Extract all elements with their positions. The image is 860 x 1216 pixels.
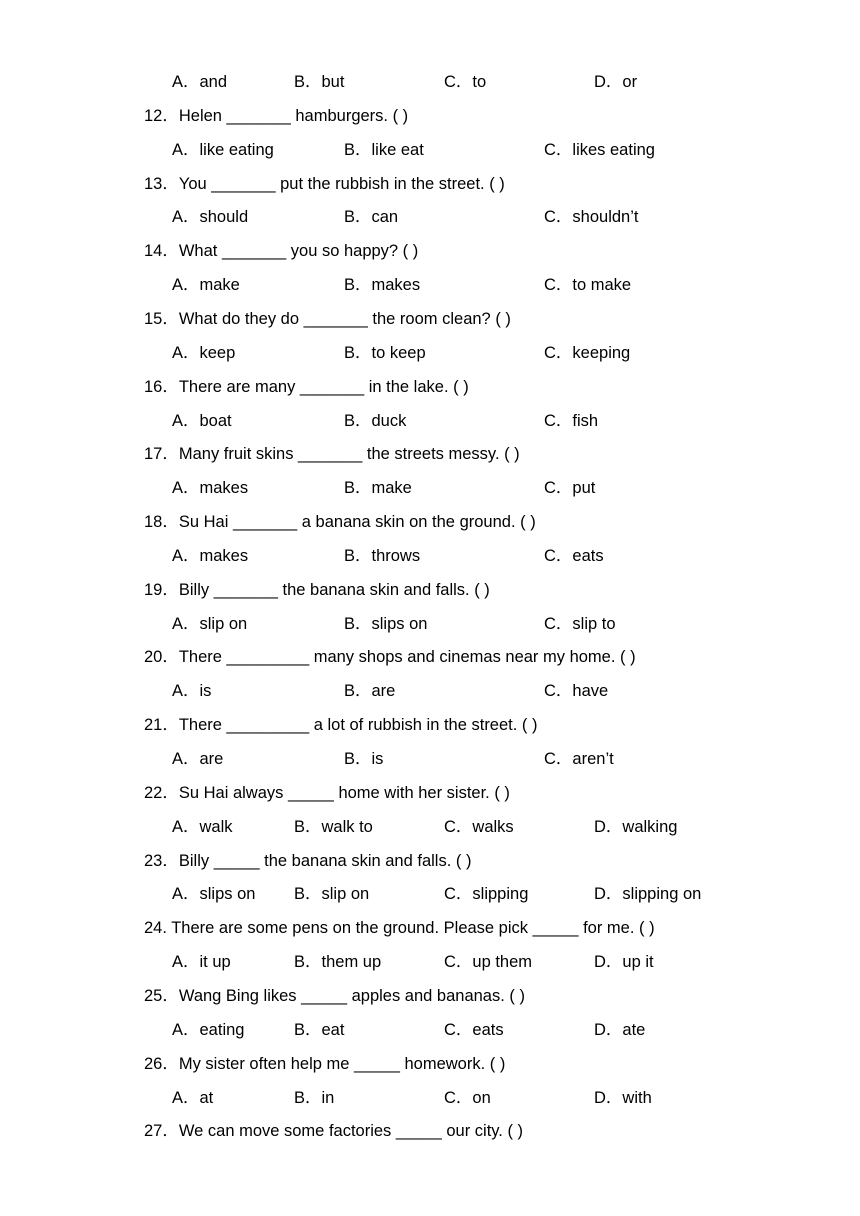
option-choice: B．walk to [294,817,373,836]
option-choice: A．is [172,682,212,701]
question-text: 27．We can move some factories _____ our city. ( ) [144,1122,524,1141]
question-text: 26．My sister often help me _____ homework. ( ) [144,1054,506,1073]
option-choice: B．but [294,73,345,91]
question-line [0,781,860,805]
option-choice: A．boat [172,411,232,430]
option-choice: A．keep [172,343,236,362]
option-choice: C．up them [444,953,533,972]
option-choice: B．make [344,479,412,498]
option-choice: C．eats [444,1020,504,1039]
option-choice: B．in [294,1088,335,1107]
question-line [0,442,860,466]
question-line [0,1119,860,1143]
question-text: 25．Wang Bing likes _____ apples and bananas. ( ) [144,986,525,1005]
option-choice: B．them up [294,953,382,972]
option-choice: D．or [594,73,638,91]
options-line [0,747,860,771]
question-line [0,307,860,331]
options-line [0,815,860,839]
option-choice: A．it up [172,953,231,972]
option-choice: A．like eating [172,140,274,159]
question-text: 20．There _________ many shops and cinemas near my home. ( ) [144,648,636,667]
question-text: 16．There are many _______ in the lake. ( ) [144,377,469,396]
question-line [0,849,860,873]
question-text: 18．Su Hai _______ a banana skin on the ground. ( ) [144,513,536,532]
option-choice: C．to make [544,276,632,295]
question-text: 13．You _______ put the rubbish in the street. ( ) [144,174,505,193]
option-choice: B．slip on [294,885,370,904]
options-line [0,1018,860,1042]
option-choice: B．can [344,208,399,227]
option-choice: B．throws [344,546,421,565]
option-choice: D．up it [594,953,654,972]
option-choice: C．have [544,682,609,701]
question-text: 22．Su Hai always _____ home with her sister. ( ) [144,783,510,802]
option-choice: D．slipping on [594,885,702,904]
question-line [0,239,860,263]
options-line [0,205,860,229]
option-choice: B．makes [344,276,421,295]
option-choice: A．walk [172,817,233,836]
options-line [0,679,860,703]
options-line [0,476,860,500]
option-choice: C．aren’t [544,750,614,768]
option-choice: B．to keep [344,343,426,362]
options-line [0,341,860,365]
option-choice: B．is [344,750,384,768]
options-line [0,273,860,297]
option-choice: A．are [172,750,224,768]
question-line [0,172,860,196]
option-choice: D．walking [594,817,678,836]
question-line [0,645,860,669]
question-line [0,713,860,737]
option-choice: A．slips on [172,885,256,904]
option-choice: C．slipping [444,885,529,904]
question-line [0,104,860,128]
question-text: 15．What do they do _______ the room clean? ( ) [144,309,511,328]
option-choice: A．and [172,73,228,91]
option-choice: A．should [172,208,249,227]
option-choice: A．makes [172,546,249,565]
option-choice: C．keeping [544,343,631,362]
question-text: 14．What _______ you so happy? ( ) [144,242,419,261]
options-line [0,1086,860,1110]
question-line [0,510,860,534]
question-text: 17．Many fruit skins _______ the streets messy. ( ) [144,445,520,464]
options-line [0,882,860,906]
options-line [0,138,860,162]
option-choice: A．makes [172,479,249,498]
option-choice: B．slips on [344,614,428,633]
option-choice: B．duck [344,411,407,430]
option-choice: C．shouldn’t [544,208,639,227]
option-choice: C．walks [444,817,514,836]
question-line [0,984,860,1008]
question-text: 24. There are some pens on the ground. Please pick _____ for me. ( ) [144,919,655,938]
option-choice: D．with [594,1088,652,1107]
option-choice: A．at [172,1088,214,1107]
question-line [0,375,860,399]
question-line [0,1052,860,1076]
option-choice: B．are [344,682,396,701]
option-choice: C．put [544,479,596,498]
question-text: 12．Helen _______ hamburgers. ( ) [144,106,409,125]
options-line [0,950,860,974]
option-choice: B．like eat [344,140,424,159]
question-line [0,916,860,940]
question-text: 23．Billy _____ the banana skin and falls. ( ) [144,851,472,870]
options-line [0,409,860,433]
option-choice: D．ate [594,1020,646,1039]
question-text: 21．There _________ a lot of rubbish in the street. ( ) [144,716,538,735]
option-choice: C．to [444,73,487,91]
option-choice: C．eats [544,546,604,565]
options-line [0,612,860,636]
option-choice: C．slip to [544,614,616,633]
option-choice: A．make [172,276,240,295]
option-choice: C．fish [544,411,599,430]
option-choice: A．slip on [172,614,248,633]
option-choice: C．likes eating [544,140,655,159]
option-choice: A．eating [172,1020,245,1039]
options-line [0,70,860,94]
question-line [0,578,860,602]
options-line [0,544,860,568]
option-choice: C．on [444,1088,491,1107]
option-choice: B．eat [294,1020,345,1039]
question-text: 19．Billy _______ the banana skin and falls. ( ) [144,580,490,599]
